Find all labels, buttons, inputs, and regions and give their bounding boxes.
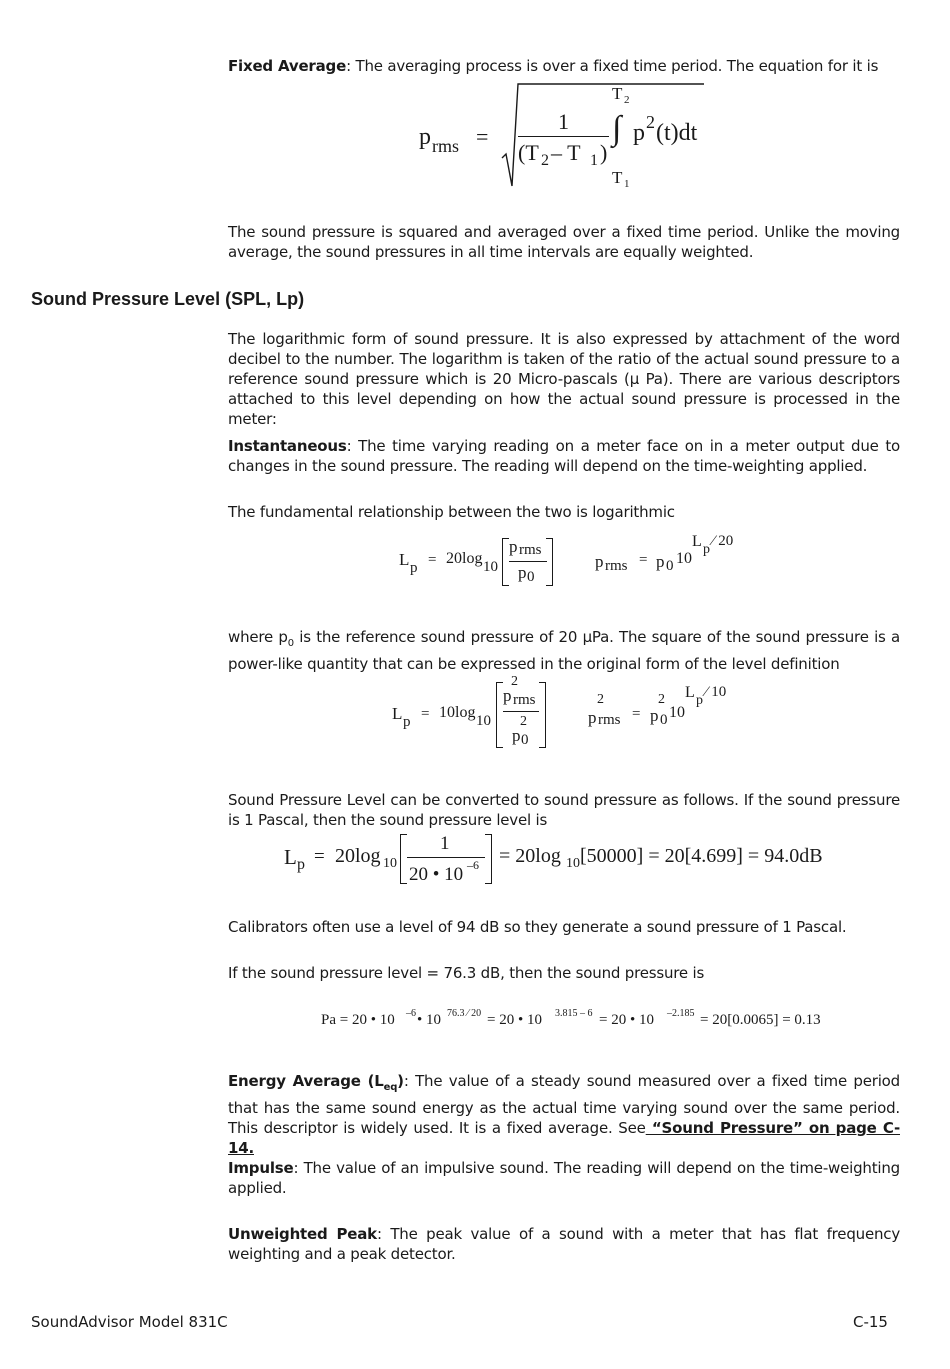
instantaneous-text: : The time varying reading on a meter face on in a meter output due to changes in the sound pressure. The reading will depend on the time-weighting applied. xyxy=(228,437,900,475)
eq2-base: 10 xyxy=(483,559,498,575)
footer-title: SoundAdvisor Model 831C xyxy=(31,1313,228,1331)
where-p0-pre: where p xyxy=(228,628,288,646)
eq1-den-sub2: 2 xyxy=(541,152,549,169)
eq4-left-bracket xyxy=(400,834,407,884)
convert-paragraph: Sound Pressure Level can be converted to sound pressure as follows. If the sound pressure is 1 Pascal, then the sound pressure level is xyxy=(228,791,900,829)
where-p0-paragraph xyxy=(228,627,900,674)
sound-pressure-link[interactable]: “Sound Pressure” on page C-14. xyxy=(228,1119,900,1157)
eq3-left-bracket xyxy=(496,682,503,748)
impulse-paragraph xyxy=(228,1158,900,1198)
eq5-part-d: = 20 • 10 xyxy=(599,1012,654,1028)
eq2-equals: = xyxy=(428,552,437,568)
eq2-rhs-equals: = xyxy=(639,552,648,568)
eq2-rhs-exp-rest: ⁄ 20 xyxy=(712,533,734,549)
eq3-equals: = xyxy=(421,706,430,722)
eq2-num-sub: rms xyxy=(519,542,542,558)
eq1-equals: = xyxy=(476,124,489,149)
unweighted-text: : The peak value of a sound with a meter that has flat frequency weighting and a peak detector. xyxy=(228,1225,901,1263)
eq1-integrand-exp: 2 xyxy=(646,112,655,132)
where-p0-sub: 0 xyxy=(287,638,294,649)
fixed-average-text: : The averaging process is over a fixed time period. The equation for it is xyxy=(346,57,879,75)
fixed-average-term: Fixed Average xyxy=(228,57,347,75)
eq2-rhs-p0: p xyxy=(656,552,665,571)
eq4-den-exp: –6 xyxy=(467,858,479,872)
eq3-rhs-p0-sub: 0 xyxy=(660,712,668,728)
eq4-rest: = 20log xyxy=(499,845,561,867)
eq2-rhs-p-sub: rms xyxy=(605,558,628,574)
eq1-lower-limit: T xyxy=(612,168,623,187)
calibrators-paragraph: Calibrators often use a level of 94 dB so they generate a sound pressure of 1 Pascal. xyxy=(228,918,847,936)
spl-heading: Sound Pressure Level (SPL, Lp) xyxy=(31,289,305,309)
eq2-l: L xyxy=(399,550,410,569)
eq3-rhs-exp-sub: p xyxy=(696,693,703,708)
eq5-part-a-exp: –6 xyxy=(406,1008,416,1019)
eq3-rhs-p0-exp: 2 xyxy=(658,692,665,707)
eq1-numerator: 1 xyxy=(558,109,569,134)
eq3-fraction-line xyxy=(503,711,539,712)
eq3-coef: 10log xyxy=(439,704,476,721)
energy-term-sub: eq xyxy=(383,1082,398,1093)
eq3-den-exp: 2 xyxy=(520,714,527,729)
eq2-rhs-p: p xyxy=(595,552,604,571)
eq5-part-e: = 20[0.0065] = 0.13 xyxy=(700,1012,821,1028)
unweighted-term: Unweighted Peak xyxy=(228,1225,377,1243)
energy-term xyxy=(228,1072,404,1093)
eq3-num-exp: 2 xyxy=(511,674,518,689)
footer-page-number: C-15 xyxy=(853,1313,888,1331)
eq2-rhs-p0-sub: 0 xyxy=(666,558,674,574)
fundamental-paragraph: The fundamental relationship between the two is logarithmic xyxy=(228,503,675,521)
eq3-rhs-ten: 10 xyxy=(669,704,685,721)
fixed-average-description: The sound pressure is squared and averaged over a fixed time period. Unlike the moving average, the sound pressures in all time intervals are equally weighted. xyxy=(228,223,900,261)
if-spl-paragraph: If the sound pressure level = 76.3 dB, then the sound pressure is xyxy=(228,964,705,982)
eq3-num-sub: rms xyxy=(513,692,536,708)
eq3-l-sub: p xyxy=(403,714,411,730)
eq2-right-bracket xyxy=(546,538,553,586)
eq3-l: L xyxy=(392,704,403,723)
eq5-part-b-exp: 76.3 ⁄ 20 xyxy=(447,1008,482,1019)
fixed-average-paragraph xyxy=(228,56,900,76)
eq3-base: 10 xyxy=(476,713,491,729)
eq3-rhs-exp: L xyxy=(685,684,695,701)
eq2-rhs-ten: 10 xyxy=(676,550,692,567)
eq2-den-sub: 0 xyxy=(527,569,535,585)
eq1-lhs: p xyxy=(419,124,431,150)
energy-term-text: Energy Average (L xyxy=(228,1072,384,1090)
eq1-den-sub1: 1 xyxy=(590,152,598,169)
eq3-den: p xyxy=(512,726,521,745)
eq1-den-close: ) xyxy=(600,140,608,165)
spl-intro-paragraph: The logarithmic form of sound pressure. It is also expressed by attachment of the word decibel to the number. The logarithm is taken of the ratio of the actual sound pressure to a reference sound pressure which is 20 Micro-pascals (μ Pa). There are various descriptors attached to this level depending on how the actual sound pressure is processed in the meter: xyxy=(228,330,900,428)
energy-term-close: ) xyxy=(397,1072,404,1090)
eq2-num: p xyxy=(509,537,518,556)
eq1-integral-sign: ∫ xyxy=(612,110,622,147)
eq2-rhs-exp-sub: p xyxy=(703,542,710,557)
instantaneous-term: Instantaneous xyxy=(228,437,347,455)
eq1-lhs-sub: rms xyxy=(432,136,459,156)
eq4-l: L xyxy=(284,845,297,869)
eq3-rhs-p0: p xyxy=(650,706,659,725)
where-p0-text: is the reference sound pressure of 20 μPa. The square of the sound pressure is a power-like quantity that can be expressed in the original form of the level definition xyxy=(228,628,900,673)
eq4-l-sub: p xyxy=(297,856,305,873)
impulse-text: : The value of an impulsive sound. The reading will depend on the time-weighting applied. xyxy=(228,1159,900,1197)
eq4-coef: 20log xyxy=(335,845,381,867)
eq5-part-a: Pa = 20 • 10 xyxy=(321,1012,395,1028)
eq3-rhs-p-sub: rms xyxy=(598,712,621,728)
eq1-upper-limit: T xyxy=(612,84,623,103)
eq4-right-bracket xyxy=(485,834,492,884)
eq3-rhs-p-exp: 2 xyxy=(597,692,604,707)
eq2-l-sub: p xyxy=(410,560,418,576)
eq5-part-c-exp: 3.815 – 6 xyxy=(555,1008,593,1019)
eq1-integrand: p xyxy=(633,120,645,146)
eq2-fraction-line xyxy=(509,561,547,562)
eq3-rhs-exp-rest: ⁄ 10 xyxy=(705,684,727,700)
eq4-den: 20 • 10 xyxy=(409,864,464,885)
energy-average-paragraph xyxy=(228,1071,900,1158)
eq5-part-d-exp: –2.185 xyxy=(667,1008,695,1019)
eq1-upper-sub: 2 xyxy=(624,94,630,106)
eq5-part-b: • 10 xyxy=(417,1012,442,1028)
eq1-lower-sub: 1 xyxy=(624,178,630,190)
eq1-den-part1: (T xyxy=(518,140,539,165)
eq4-base: 10 xyxy=(383,856,397,871)
eq5-part-c: = 20 • 10 xyxy=(487,1012,542,1028)
eq2-rhs-exp: L xyxy=(692,533,702,550)
energy-text: : The value of a steady sound measured over a fixed time period that has the same sound energy as the actual time varying sound over the same period. This descriptor is widely used. It is a fixed average. See xyxy=(228,1072,900,1137)
eq2-coef: 20log xyxy=(446,550,483,567)
eq3-right-bracket xyxy=(539,682,546,748)
eq1-fraction-line xyxy=(518,136,609,137)
eq2-den: p xyxy=(518,563,527,582)
eq1-integrand-rest: (t)dt xyxy=(656,120,698,146)
eq4-num: 1 xyxy=(440,833,450,854)
eq1-den-minus: – T xyxy=(551,140,581,165)
eq3-num: p xyxy=(503,686,512,705)
eq2-left-bracket xyxy=(502,538,509,586)
eq3-rhs-equals: = xyxy=(632,706,641,722)
impulse-term: Impulse xyxy=(228,1159,294,1177)
unweighted-peak-paragraph xyxy=(228,1224,900,1264)
instantaneous-paragraph xyxy=(228,436,900,476)
eq4-equals: = xyxy=(314,846,325,867)
eq3-den-sub: 0 xyxy=(521,732,529,748)
eq3-rhs-p: p xyxy=(588,708,597,727)
eq4-rest-base: 10 xyxy=(566,856,580,871)
eq4-rest2: [50000] = 20[4.699] = 94.0dB xyxy=(580,845,823,867)
